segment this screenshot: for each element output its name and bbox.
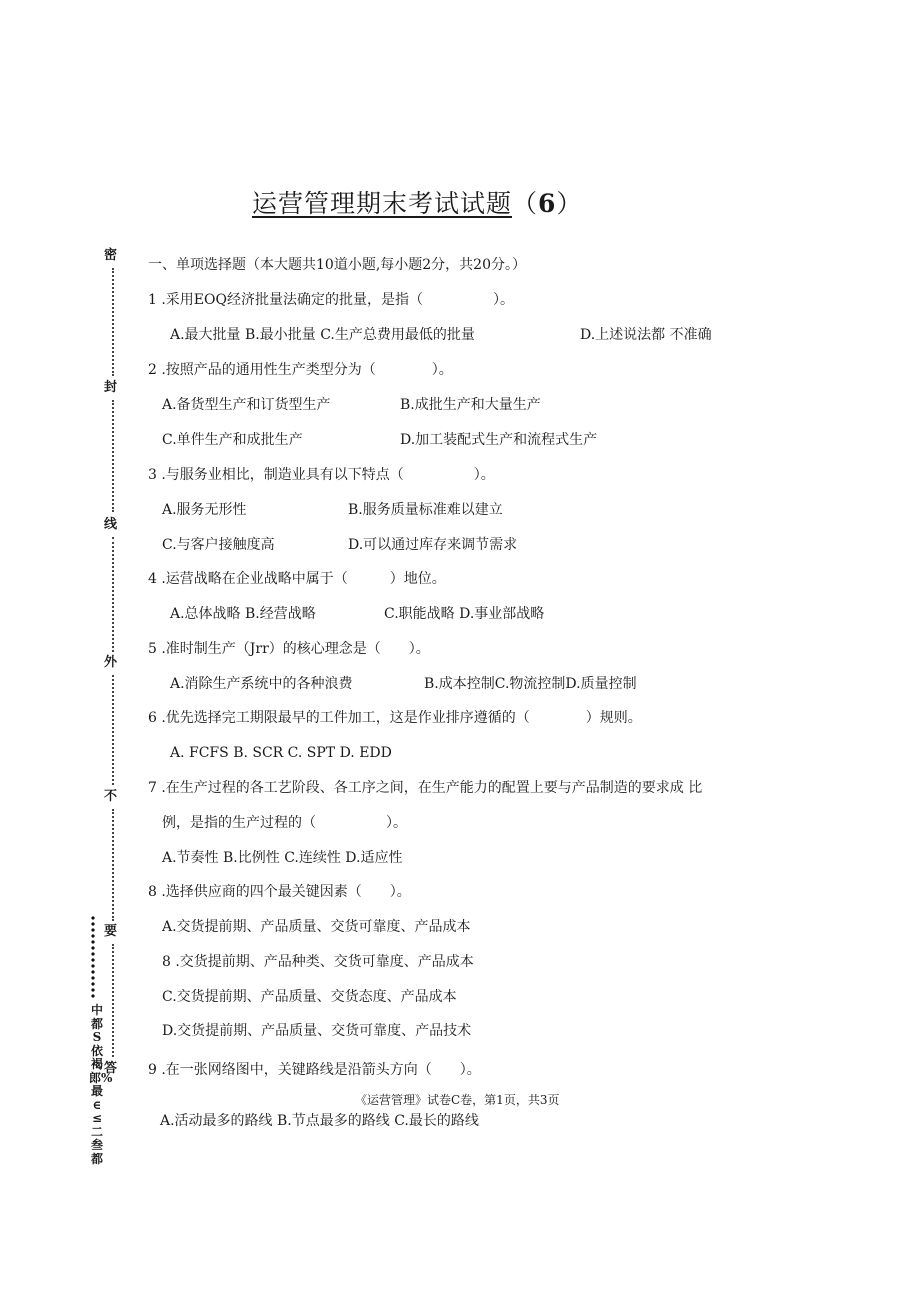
q3-option-a: A.服务无形性	[162, 502, 247, 518]
q9-stem: 9 .在一张网络图中，关键路线是沿箭头方向（ ）。	[148, 1062, 481, 1078]
margin-char-yao: 要	[104, 924, 118, 939]
margin-char-xian: 线	[104, 517, 118, 532]
title-paren-open: （	[512, 189, 539, 218]
margin-char-feng: 封	[104, 380, 118, 395]
q1-option-d: D.上述说法都 不准确	[580, 327, 712, 343]
q5-option-bcd: B.成本控制C.物流控制D.质量控制	[424, 676, 637, 692]
margin-char-bu: 不	[104, 789, 118, 804]
q8-option-b: 8 .交货提前期、产品种类、交货可靠度、产品成本	[162, 954, 474, 970]
q4-option-cd: C.职能战略 D.事业部战略	[384, 606, 545, 622]
q2-option-d: D.加工装配式生产和流程式生产	[400, 432, 598, 448]
margin-dots	[112, 944, 116, 1057]
q5-stem: 5 .准时制生产（Jrr）的核心理念是（ ）。	[148, 641, 430, 657]
q2-option-b: B.成批生产和大量生产	[400, 397, 541, 413]
margin-dots	[112, 537, 116, 652]
q8-stem: 8 .选择供应商的四个最关键因素（ ）。	[148, 884, 411, 900]
margin-char-da: 答	[104, 1061, 118, 1076]
q4-option-ab: A.总体战略 B.经营战略	[170, 606, 316, 622]
margin-char-wai: 外	[104, 655, 118, 670]
title-number: 6	[538, 189, 557, 218]
q3-option-b: B.服务质量标准难以建立	[348, 502, 503, 518]
margin-dots	[112, 809, 116, 921]
q8-option-a: A.交货提前期、产品质量、交货可靠度、产品成本	[162, 919, 471, 935]
q1-stem: 1 .采用EOQ经济批量法确定的批量，是指（ ）。	[148, 292, 514, 308]
q2-option-a: A.备货型生产和订货型生产	[162, 397, 331, 413]
exam-title-main: 运营管理期末考试试题	[252, 189, 513, 218]
q2-stem: 2 .按照产品的通用性生产类型分为（ ）。	[148, 362, 453, 378]
margin-bold-dots	[90, 915, 96, 1000]
q1-option-abc: A.最大批量 B.最小批量 C.生产总费用最低的批量	[170, 327, 475, 343]
q7-stem-line2: 例，是指的生产过程的（ ）。	[162, 815, 407, 831]
q8-option-c: C.交货提前期、产品质量、交货态度、产品成本	[162, 989, 457, 1005]
q9-options: A.活动最多的路线 B.节点最多的路线 C.最长的路线	[160, 1113, 479, 1129]
q6-stem: 6 .优先选择完工期限最早的工件加工，这是作业排序遵循的（ ）规则。	[148, 710, 642, 726]
section-heading: 一、单项选择题（本大题共10道小题,每小题2分，共20分。）	[148, 257, 526, 273]
margin-vertical-text: 中都S依褐郎%最∈≤二叁都	[89, 1003, 113, 1166]
q3-option-c: C.与客户接触度高	[162, 537, 275, 553]
q7-stem-line1: 7 .在生产过程的各工艺阶段、各工序之间，在生产能力的配置上要与产品制造的要求成 比	[148, 780, 703, 796]
q4-stem: 4 .运营战略在企业战略中属于（ ）地位。	[148, 571, 446, 587]
q5-option-a: A.消除生产系统中的各种浪费	[170, 676, 353, 692]
q7-options: A.节奏性 B.比例性 C.连续性 D.适应性	[162, 850, 403, 866]
margin-dots	[112, 675, 116, 785]
margin-char-mi: 密	[104, 248, 118, 263]
q3-option-d: D.可以通过库存来调节需求	[348, 537, 518, 553]
margin-dots	[112, 400, 116, 512]
margin-dots	[112, 268, 116, 376]
title-paren-close: ）	[556, 189, 583, 218]
q8-option-d: D.交货提前期、产品质量、交货可靠度、产品技术	[162, 1023, 472, 1039]
exam-title	[252, 184, 582, 220]
page-footer: 《运营管理》试卷C卷，第1页，共3页	[355, 1093, 560, 1107]
q6-options: A. FCFS B. SCR C. SPT D. EDD	[170, 745, 392, 761]
q2-option-c: C.单件生产和成批生产	[162, 432, 303, 448]
q3-stem: 3 .与服务业相比，制造业具有以下特点（ ）。	[148, 467, 495, 483]
